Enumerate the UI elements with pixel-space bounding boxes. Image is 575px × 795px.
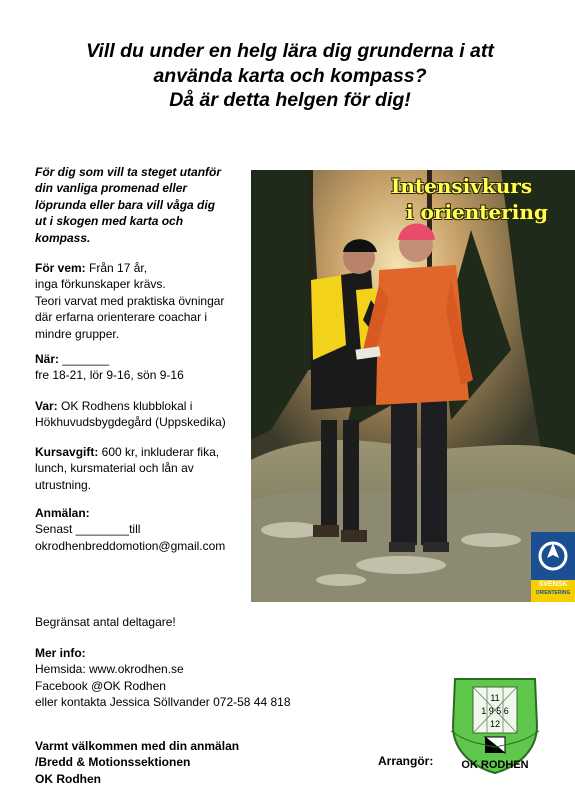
arrangor-label: Arrangör: xyxy=(378,754,434,768)
section-mer-info xyxy=(35,645,291,711)
course-photo xyxy=(251,170,575,602)
club-number-bottom: 12 xyxy=(489,719,501,729)
nar-label: När: xyxy=(35,352,60,366)
section-var xyxy=(35,398,226,431)
svensk-orientering-logo xyxy=(531,532,575,602)
for-vem-label: För vem: xyxy=(35,261,86,275)
intro-line: För dig som vill ta steget utanför xyxy=(35,165,222,179)
intro-line: kompass. xyxy=(35,230,91,245)
section-for-vem xyxy=(35,260,224,342)
anmalan-deadline: Senast ________till xyxy=(35,522,141,537)
photo-illustration xyxy=(251,170,575,602)
intro-text xyxy=(35,164,221,246)
headline-line-3: Då är detta helgen för dig! xyxy=(169,89,411,111)
club-name: OK RODHEN xyxy=(461,759,529,771)
kursavgift-label: Kursavgift: xyxy=(35,445,99,459)
closing-line: OK Rodhen xyxy=(35,771,101,786)
kursavgift-text: 600 kr, inkluderar fika, xyxy=(98,445,220,459)
closing-line: Varmt välkommen med din anmälan xyxy=(35,739,240,753)
var-label: Var: xyxy=(35,399,58,413)
contact-line: eller kontakta Jessica Söllvander 072-58 44 818 xyxy=(35,695,291,710)
facebook-line: Facebook @OK Rodhen xyxy=(35,678,166,693)
for-vem-line: inga förkunskaper krävs. xyxy=(35,277,166,292)
section-anmalan xyxy=(35,505,225,554)
club-year: 1 9 5 6 xyxy=(481,706,509,716)
headline-line-2: använda karta och kompass? xyxy=(153,64,427,87)
ok-rodhen-logo xyxy=(445,671,545,776)
closing-text xyxy=(35,738,239,787)
section-nar xyxy=(35,351,184,384)
website-line: Hemsida: www.okrodhen.se xyxy=(35,662,184,677)
anmalan-label: Anmälan: xyxy=(35,506,90,520)
anmalan-email: okrodhenbreddomotion@gmail.com xyxy=(35,538,226,553)
svensk-text: SVENSK xyxy=(538,581,568,588)
nar-blank: _______ xyxy=(59,352,110,366)
photo-title-line-1: Intensivkurs xyxy=(391,174,533,198)
for-vem-line: mindre grupper. xyxy=(35,326,120,341)
photo-title-line-2: i orientering xyxy=(406,200,548,224)
orientering-text: ORIENTERING xyxy=(535,590,571,596)
mer-info-label: Mer info: xyxy=(35,646,86,660)
section-kursavgift xyxy=(35,444,219,493)
var-text: OK Rodhens klubblokal i xyxy=(57,399,193,413)
club-number-top: 11 xyxy=(490,693,500,703)
kursavgift-line: utrustning. xyxy=(35,477,92,492)
for-vem-line: där erfarna orienterare coachar i xyxy=(35,310,208,325)
kursavgift-line: lunch, kursmaterial och lån av xyxy=(35,461,194,476)
var-line: Hökhuvudsbygdegård (Uppskedika) xyxy=(35,415,226,430)
closing-line: /Bredd & Motionssektionen xyxy=(35,755,191,770)
compass-icon xyxy=(531,534,575,578)
club-emblem xyxy=(445,671,545,776)
limited-participants xyxy=(35,614,176,630)
headline-line-1: Vill du under en helg lära dig grunderna i att xyxy=(86,40,494,62)
for-vem-text: Från 17 år, xyxy=(85,261,148,275)
headline xyxy=(40,39,540,113)
limited-text: Begränsat antal deltagare! xyxy=(35,615,176,629)
nar-times: fre 18-21, lör 9-16, sön 9-16 xyxy=(35,368,184,383)
intro-line: ut i skogen med karta och xyxy=(35,214,184,229)
for-vem-line: Teori varvat med praktiska övningar xyxy=(35,293,225,308)
intro-line: löprunda eller bara vill våga dig xyxy=(35,197,216,212)
intro-line: din vanliga promenad eller xyxy=(35,181,188,196)
